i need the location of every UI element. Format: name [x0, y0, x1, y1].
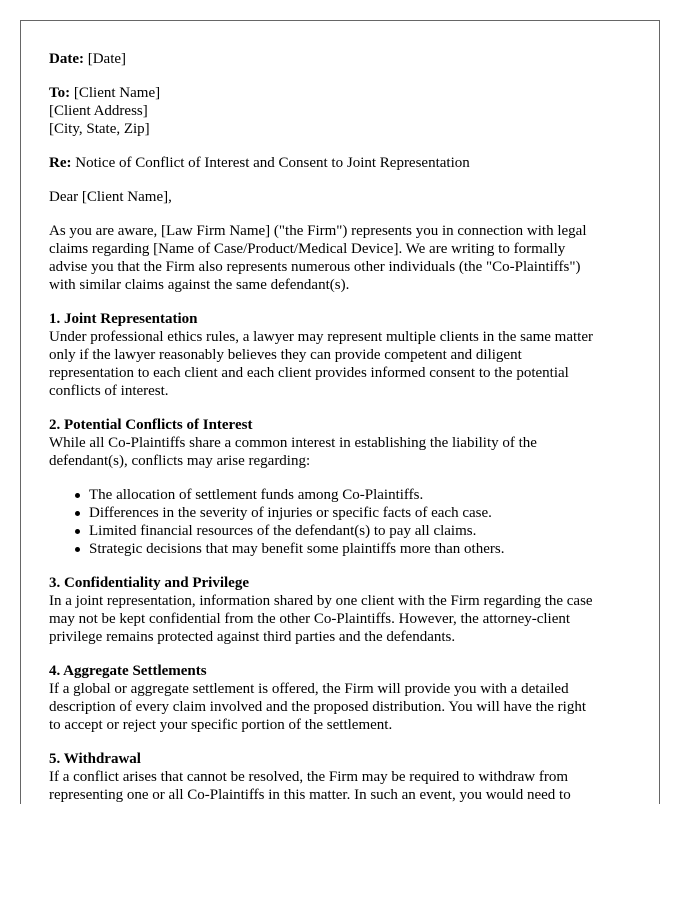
bullet-icon — [75, 493, 80, 498]
section-aggregate-settlements — [49, 662, 639, 734]
section-line: privilege remains protected against third parties and the defendants. — [49, 629, 456, 645]
section-line: representing one or all Co-Plaintiffs in this matter. In such an event, you would need to — [49, 787, 571, 803]
section-line: defendant(s), conflicts may arise regarding: — [49, 453, 311, 469]
date-value: [Date] — [83, 51, 127, 67]
section-line: only if the lawyer reasonably believes they can provide competent and diligent — [49, 347, 522, 363]
date-line — [49, 50, 639, 68]
letter-content — [49, 50, 639, 804]
intro-line: As you are aware, [Law Firm Name] ("the Firm") represents you in connection with legal — [49, 223, 587, 239]
intro-paragraph — [49, 222, 639, 294]
section-confidentiality — [49, 574, 639, 646]
list-item — [89, 504, 639, 522]
intro-line: with similar claims against the same defendant(s). — [49, 277, 350, 293]
section-line: may not be kept confidential from the other Co-Plaintiffs. However, the attorney-client — [49, 611, 571, 627]
section-line: conflicts of interest. — [49, 383, 169, 399]
section-line: Under professional ethics rules, a lawyer may represent multiple clients in the same matter — [49, 329, 593, 345]
bullet-icon — [75, 529, 80, 534]
intro-line: claims regarding [Name of Case/Product/Medical Device]. We are writing to formally — [49, 241, 566, 257]
section-line: description of every claim involved and the proposed distribution. You will have the right — [49, 699, 586, 715]
subject-line — [49, 154, 639, 172]
to-label: To: — [49, 85, 71, 101]
section-heading: 3. Confidentiality and Privilege — [49, 575, 249, 591]
section-potential-conflicts — [49, 416, 639, 470]
section-line: In a joint representation, information shared by one client with the Firm regarding the case — [49, 593, 593, 609]
section-heading: 1. Joint Representation — [49, 311, 198, 327]
recipient-address: [Client Address] — [49, 103, 148, 119]
section-line: to accept or reject your specific portion of the settlement. — [49, 717, 393, 733]
section-line: While all Co-Plaintiffs share a common interest in establishing the liability of the — [49, 435, 537, 451]
section-line: If a conflict arises that cannot be resolved, the Firm may be required to withdraw from — [49, 769, 568, 785]
list-item — [89, 486, 639, 504]
intro-line: advise you that the Firm also represents numerous other individuals (the "Co-Plaintiffs") — [49, 259, 581, 275]
salutation: Dear [Client Name], — [49, 189, 172, 205]
bullet-icon — [75, 511, 80, 516]
recipient-block — [49, 84, 639, 138]
section-heading: 4. Aggregate Settlements — [49, 663, 207, 679]
subject-text: Notice of Conflict of Interest and Consent to Joint Representation — [71, 155, 470, 171]
recipient-city: [City, State, Zip] — [49, 121, 150, 137]
list-item-text: Differences in the severity of injuries or specific facts of each case. — [89, 505, 492, 521]
date-label: Date: — [49, 51, 84, 67]
list-item-text: The allocation of settlement funds among Co-Plaintiffs. — [89, 487, 424, 503]
letter-page — [20, 20, 660, 804]
list-item — [89, 522, 639, 540]
bullet-icon — [75, 547, 80, 552]
section-heading: 5. Withdrawal — [49, 751, 141, 767]
section-line: representation to each client and each client provides informed consent to the potential — [49, 365, 569, 381]
section-withdrawal — [49, 750, 639, 804]
list-item-text: Limited financial resources of the defendant(s) to pay all claims. — [89, 523, 477, 539]
recipient-name-line — [49, 84, 639, 102]
section-heading: 2. Potential Conflicts of Interest — [49, 417, 253, 433]
conflicts-list — [49, 486, 639, 558]
list-item-text: Strategic decisions that may benefit some plaintiffs more than others. — [89, 541, 505, 557]
recipient-name: [Client Name] — [70, 85, 161, 101]
section-line: If a global or aggregate settlement is offered, the Firm will provide you with a detailed — [49, 681, 569, 697]
list-item — [89, 540, 639, 558]
section-joint-representation — [49, 310, 639, 400]
re-label: Re: — [49, 155, 72, 171]
